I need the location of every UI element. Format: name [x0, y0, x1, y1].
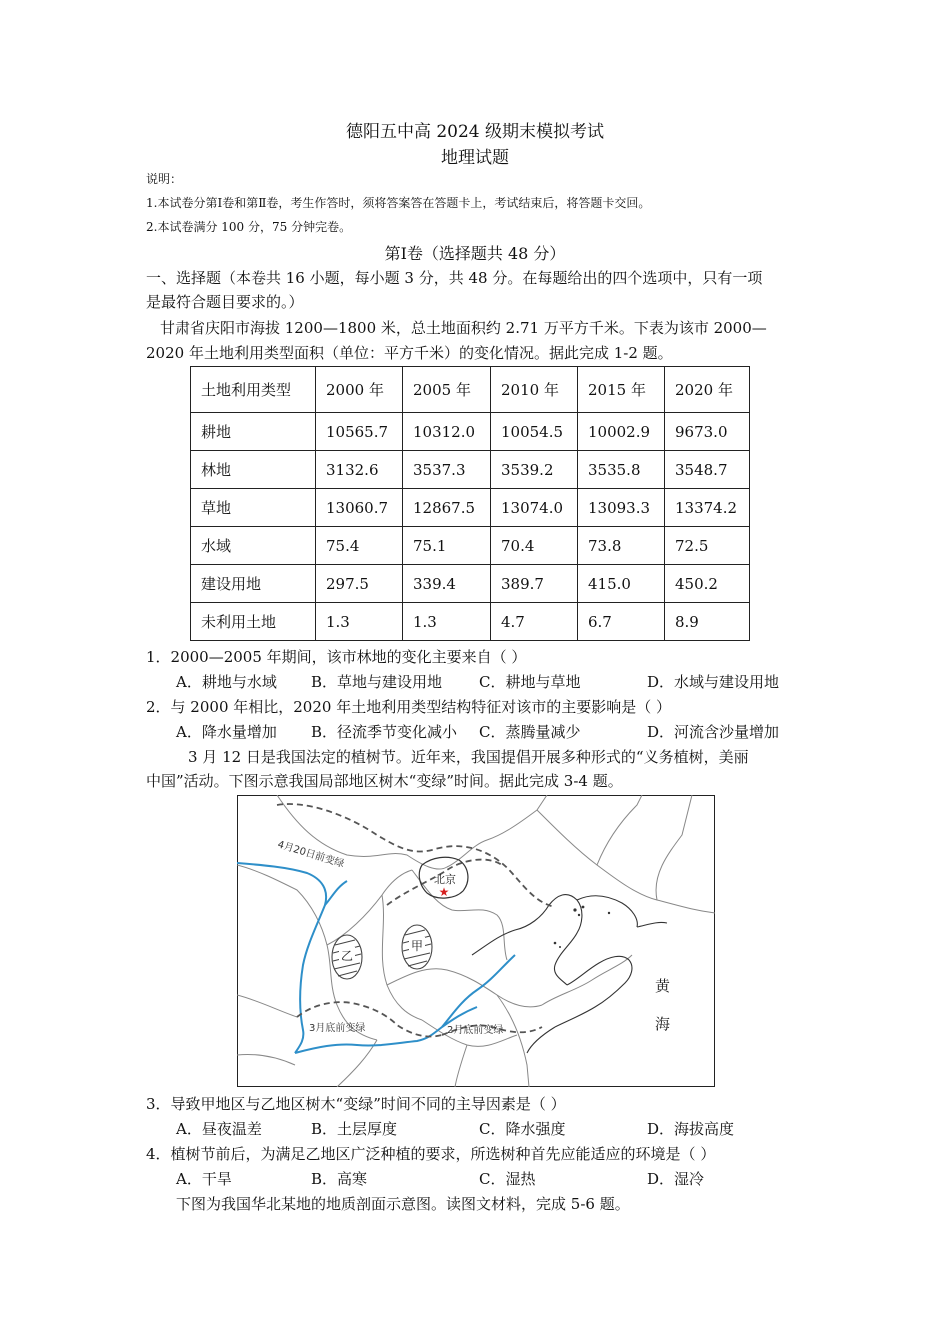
- table-cell: 水域: [191, 527, 316, 565]
- note-1: 1.本试卷分第Ⅰ卷和第Ⅱ卷，考生作答时，须将答案答在答题卡上，考试结束后，将答题卡交回。: [146, 196, 651, 210]
- table-row: [191, 413, 750, 451]
- table-cell: 73.8: [578, 527, 665, 565]
- table-header-cell: 土地利用类型: [191, 367, 316, 413]
- q1-option-c: C．耕地与草地: [479, 673, 581, 691]
- march-isoline-label: 3月底前变绿: [309, 1023, 366, 1034]
- table-cell: 415.0: [578, 565, 665, 603]
- q2-option-b: B．径流季节变化减小: [311, 723, 458, 741]
- table-cell: 6.7: [578, 603, 665, 641]
- table-cell: 9673.0: [665, 413, 750, 451]
- yi-label: 乙: [340, 949, 354, 963]
- passage3-line1: 下图为我国华北某地的地质剖面示意图。读图文材料，完成 5-6 题。: [176, 1195, 630, 1213]
- table-cell: 1.3: [403, 603, 491, 641]
- q3-option-a: A．昼夜温差: [176, 1120, 262, 1138]
- feb-isoline-label: 2月底前变绿: [447, 1025, 504, 1036]
- q4-option-c: C．湿热: [479, 1170, 536, 1188]
- map-svg: [237, 795, 715, 1087]
- q2-options: [176, 721, 779, 742]
- table-cell: 林地: [191, 451, 316, 489]
- table-cell: 建设用地: [191, 565, 316, 603]
- passage2-line2: 中国”活动。下图示意我国局部地区树木“变绿”时间。据此完成 3-4 题。: [146, 772, 623, 790]
- table-cell: 389.7: [491, 565, 578, 603]
- table-cell: 3539.2: [491, 451, 578, 489]
- table-cell: 13074.0: [491, 489, 578, 527]
- q2-option-d: D．河流含沙量增加: [647, 723, 780, 741]
- exam-title: 德阳五中高 2024 级期末模拟考试: [345, 122, 605, 142]
- april-isoline-label: 4月20日前变绿: [276, 839, 346, 871]
- table-cell: 72.5: [665, 527, 750, 565]
- section-intro-2: 是最符合题目要求的。）: [146, 293, 304, 311]
- notes-label: 说明：: [146, 172, 183, 186]
- passage1-line2: 2020 年土地利用类型面积（单位：平方千米）的变化情况。据此完成 1-2 题。: [146, 344, 673, 362]
- table-cell: 未利用土地: [191, 603, 316, 641]
- table-cell: 339.4: [403, 565, 491, 603]
- q3-option-b: B．土层厚度: [311, 1120, 398, 1138]
- q4-option-a: A．干旱: [176, 1170, 232, 1188]
- table-row: [191, 603, 750, 641]
- section-intro-1: 一、选择题（本卷共 16 小题，每小题 3 分，共 48 分。在每题给出的四个选项中，只有一项: [146, 269, 763, 287]
- table-cell: 10054.5: [491, 413, 578, 451]
- greening-time-map: [237, 795, 715, 1087]
- table-cell: 10312.0: [403, 413, 491, 451]
- sea-label-2: 海: [655, 1015, 671, 1033]
- table-header-cell: 2015 年: [578, 367, 665, 413]
- beijing-star-icon: ★: [438, 885, 450, 899]
- passage2-line1: 3 月 12 日是我国法定的植树节。近年来，我国提倡开展多种形式的“义务植树，美丽: [188, 748, 749, 766]
- table-cell: 75.1: [403, 527, 491, 565]
- table-header-cell: 2000 年: [316, 367, 403, 413]
- table-row: [191, 489, 750, 527]
- table-cell: 3535.8: [578, 451, 665, 489]
- q4-options: [176, 1168, 704, 1189]
- q1-option-b: B．草地与建设用地: [311, 673, 443, 691]
- q3-options: [176, 1118, 734, 1139]
- q3-option-c: C．降水强度: [479, 1120, 566, 1138]
- table-cell: 3537.3: [403, 451, 491, 489]
- table-cell: 10565.7: [316, 413, 403, 451]
- table-row: [191, 527, 750, 565]
- note-2: 2.本试卷满分 100 分，75 分钟完卷。: [146, 220, 352, 234]
- table-row: [191, 451, 750, 489]
- table-cell: 297.5: [316, 565, 403, 603]
- q1-options: [176, 671, 779, 692]
- beijing-label: 北京: [434, 873, 456, 886]
- q4-stem: 4．植树节前后，为满足乙地区广泛种植的要求，所选树种首先应能适应的环境是（ ）: [146, 1145, 716, 1163]
- table-cell: 12867.5: [403, 489, 491, 527]
- table-cell: 13374.2: [665, 489, 750, 527]
- table-cell: 3548.7: [665, 451, 750, 489]
- q1-stem: 1．2000—2005 年期间，该市林地的变化主要来自（ ）: [146, 648, 527, 666]
- table-cell: 3132.6: [316, 451, 403, 489]
- q1-option-d: D．水域与建设用地: [647, 673, 780, 691]
- passage1-line1: 甘肃省庆阳市海拔 1200—1800 米，总土地面积约 2.71 万平方千米。下表为该市 2000—: [160, 319, 767, 337]
- table-cell: 10002.9: [578, 413, 665, 451]
- table-cell: 草地: [191, 489, 316, 527]
- exam-subtitle: 地理试题: [441, 148, 509, 168]
- table-cell: 1.3: [316, 603, 403, 641]
- q2-option-a: A．降水量增加: [176, 723, 277, 741]
- q2-option-c: C．蒸腾量减少: [479, 723, 581, 741]
- table-header-row: [191, 367, 750, 413]
- q4-option-d: D．湿冷: [647, 1170, 705, 1188]
- table-cell: 耕地: [191, 413, 316, 451]
- table-cell: 4.7: [491, 603, 578, 641]
- table-cell: 75.4: [316, 527, 403, 565]
- section-title: 第Ⅰ卷（选择题共 48 分）: [384, 244, 566, 263]
- table-cell: 70.4: [491, 527, 578, 565]
- land-use-table: [190, 366, 750, 641]
- q3-option-d: D．海拔高度: [647, 1120, 735, 1138]
- table-cell: 13060.7: [316, 489, 403, 527]
- table-cell: 450.2: [665, 565, 750, 603]
- table-header-cell: 2020 年: [665, 367, 750, 413]
- jia-label: 甲: [410, 939, 424, 953]
- table-cell: 13093.3: [578, 489, 665, 527]
- map-frame: [238, 796, 715, 1087]
- q3-stem: 3．导致甲地区与乙地区树木“变绿”时间不同的主导因素是（ ）: [146, 1095, 566, 1113]
- q1-option-a: A．耕地与水域: [176, 673, 277, 691]
- table-cell: 8.9: [665, 603, 750, 641]
- sea-label-1: 黄: [655, 977, 671, 995]
- q2-stem: 2．与 2000 年相比，2020 年土地利用类型结构特征对该市的主要影响是（ ）: [146, 698, 671, 716]
- table-row: [191, 565, 750, 603]
- table-header-cell: 2005 年: [403, 367, 491, 413]
- table-header-cell: 2010 年: [491, 367, 578, 413]
- q4-option-b: B．高寒: [311, 1170, 368, 1188]
